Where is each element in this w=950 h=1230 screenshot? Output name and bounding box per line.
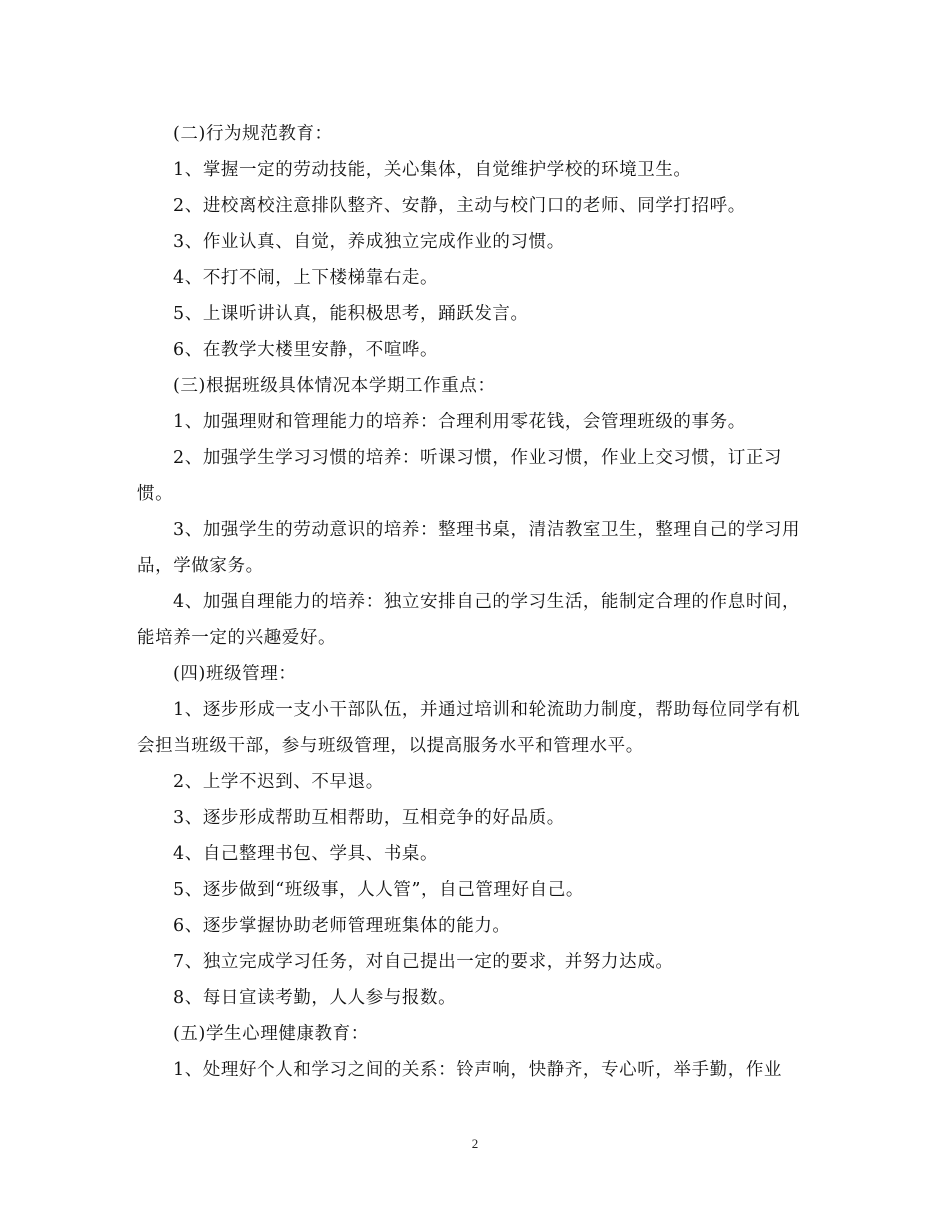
section-heading-management: (四)班级管理： bbox=[173, 664, 297, 684]
page-number: 2 bbox=[471, 1136, 479, 1151]
section-heading-mental-health: (五)学生心理健康教育： bbox=[173, 1024, 369, 1044]
paragraph: 1、逐步形成一支小干部队伍，并通过培训和轮流助力制度，帮助每位同学有机会担当班级干部，参与班级管理，以提高服务水平和管理水平。 bbox=[137, 700, 801, 756]
paragraph: 1、加强理财和管理能力的培养：合理利用零花钱，会管理班级的事务。 bbox=[173, 412, 746, 432]
paragraph: 2、加强学生学习习惯的培养：听课习惯，作业习惯，作业上交习惯，订正习惯。 bbox=[137, 448, 783, 504]
document-body bbox=[137, 116, 813, 1088]
paragraph: 2、进校离校注意排队整齐、安静，主动与校门口的老师、同学打招呼。 bbox=[173, 196, 746, 216]
paragraph: 3、加强学生的劳动意识的培养：整理书桌，清洁教室卫生，整理自己的学习用品，学做家务。 bbox=[137, 520, 801, 576]
paragraph: 5、逐步做到“班级事，人人管”，自己管理好自己。 bbox=[173, 880, 584, 900]
paragraph: 7、独立完成学习任务，对自己提出一定的要求，并努力达成。 bbox=[173, 952, 674, 972]
paragraph: 6、在教学大楼里安静，不喧哗。 bbox=[173, 340, 439, 360]
section-heading-focus: (三)根据班级具体情况本学期工作重点： bbox=[173, 376, 496, 396]
paragraph: 1、处理好个人和学习之间的关系：铃声响，快静齐，专心听，举手勤，作业 bbox=[173, 1060, 783, 1080]
paragraph: 1、掌握一定的劳动技能，关心集体，自觉维护学校的环境卫生。 bbox=[173, 160, 692, 180]
section-heading-behavior: (二)行为规范教育： bbox=[173, 124, 333, 144]
paragraph: 5、上课听讲认真，能积极思考，踊跃发言。 bbox=[173, 304, 529, 324]
paragraph: 3、逐步形成帮助互相帮助，互相竞争的好品质。 bbox=[173, 808, 565, 828]
paragraph: 4、自己整理书包、学具、书桌。 bbox=[173, 844, 439, 864]
paragraph: 2、上学不迟到、不早退。 bbox=[173, 772, 384, 792]
paragraph: 6、逐步掌握协助老师管理班集体的能力。 bbox=[173, 916, 511, 936]
paragraph: 4、不打不闹，上下楼梯靠右走。 bbox=[173, 268, 439, 288]
paragraph: 3、作业认真、自觉，养成独立完成作业的习惯。 bbox=[173, 232, 565, 252]
paragraph: 8、每日宣读考勤，人人参与报数。 bbox=[173, 988, 457, 1008]
paragraph: 4、加强自理能力的培养：独立安排自己的学习生活，能制定合理的作息时间，能培养一定的兴趣爱好。 bbox=[137, 592, 801, 648]
